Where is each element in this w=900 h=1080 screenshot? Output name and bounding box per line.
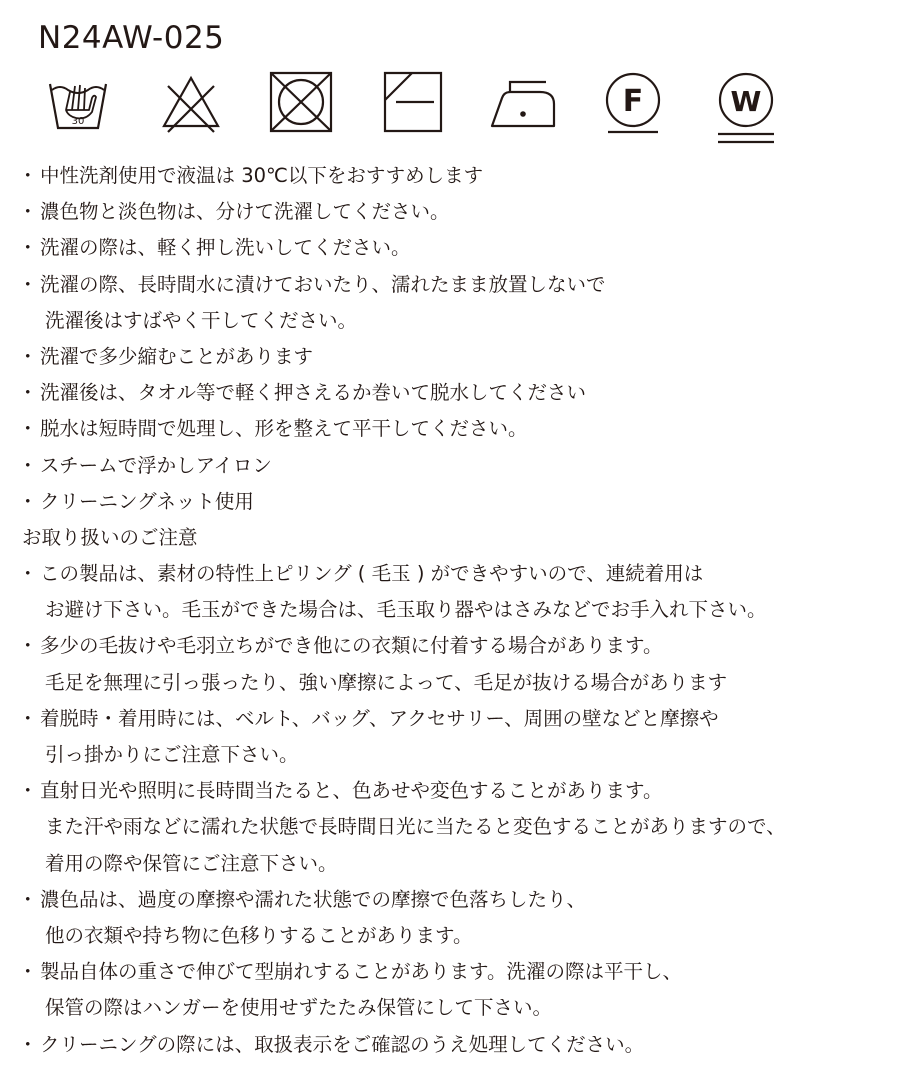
hand-wash-30-icon (48, 70, 108, 132)
flat-dry-shade-icon (382, 70, 444, 134)
product-code: N24AW-025 (38, 20, 225, 56)
instruction-line: ・ 脱水は短時間で処理し、形を整えて平干してください。 (22, 411, 892, 447)
caution-line-continued: 他の衣類や持ち物に色移りすることがあります。 (45, 923, 473, 947)
caution-line: ・ 製品自体の重さで伸びて型崩れすることがあります。洗濯の際は平干し、 (22, 954, 892, 990)
caution-line-continued: 毛足を無理に引っ張ったり、強い摩擦によって、毛足が抜ける場合があります (45, 670, 728, 694)
instruction-line: ・ 洗濯の際、長時間水に漬けておいたり、濡れたまま放置しないで (22, 267, 892, 303)
caution-line: ・ この製品は、素材の特性上ピリング ( 毛玉 ) ができやすいので、連続着用は (22, 556, 892, 592)
professional-dry-clean-f-icon (602, 70, 664, 136)
instruction-line: ・ スチームで浮かしアイロン (22, 448, 892, 484)
do-not-tumble-dry-icon (268, 70, 334, 134)
instruction-line: ・ 洗濯後は、タオル等で軽く押さえるか巻いて脱水してください (22, 375, 892, 411)
iron-low-icon (488, 70, 558, 134)
instruction-line: ・ 洗濯で多少縮むことがあります (22, 339, 892, 375)
instruction-line-continued: 洗濯後はすばやく干してください。 (45, 308, 358, 332)
instruction-line: ・ クリーニングネット使用 (22, 484, 892, 520)
care-instructions (22, 158, 892, 1063)
caution-line-continued: 着用の際や保管にご注意下さい。 (45, 851, 338, 875)
caution-line: ・ 直射日光や照明に長時間当たると、色あせや変色することがあります。 (22, 773, 892, 809)
wet-clean-w-label: W (730, 85, 762, 118)
handling-notes-heading: お取り扱いのご注意 (22, 525, 198, 549)
caution-line: ・ 多少の毛抜けや毛羽立ちができ他にの衣類に付着する場合があります。 (22, 628, 892, 664)
instruction-line: ・ 中性洗剤使用で液温は 30℃以下をおすすめします (22, 158, 892, 194)
caution-line: ・ クリーニングの際には、取扱表示をご確認のうえ処理してください。 (22, 1027, 892, 1063)
caution-line: ・ 濃色品は、過度の摩擦や濡れた状態での摩擦で色落ちしたり、 (22, 882, 892, 918)
instruction-line: ・ 濃色物と淡色物は、分けて洗濯してください。 (22, 194, 892, 230)
wash-temperature-label: 30 (71, 116, 85, 127)
caution-line: ・ 着脱時・着用時には、ベルト、バッグ、アクセサリー、周囲の壁などと摩擦や (22, 701, 892, 737)
caution-line-continued: 保管の際はハンガーを使用せずたたみ保管にして下さい。 (45, 996, 553, 1020)
caution-line-continued: また汗や雨などに濡れた状態で長時間日光に当たると変色することがありますので、 (45, 815, 786, 839)
caution-line-continued: 引っ掛かりにご注意下さい。 (45, 743, 299, 766)
dry-clean-f-label: F (622, 84, 644, 119)
do-not-bleach-icon (160, 70, 222, 132)
instruction-line: ・ 洗濯の際は、軽く押し洗いしてください。 (22, 230, 892, 266)
professional-wet-clean-gentle-icon (714, 70, 778, 150)
caution-line-continued: お避け下さい。毛玉ができた場合は、毛玉取り器やはさみなどでお手入れ下さい。 (45, 598, 767, 622)
